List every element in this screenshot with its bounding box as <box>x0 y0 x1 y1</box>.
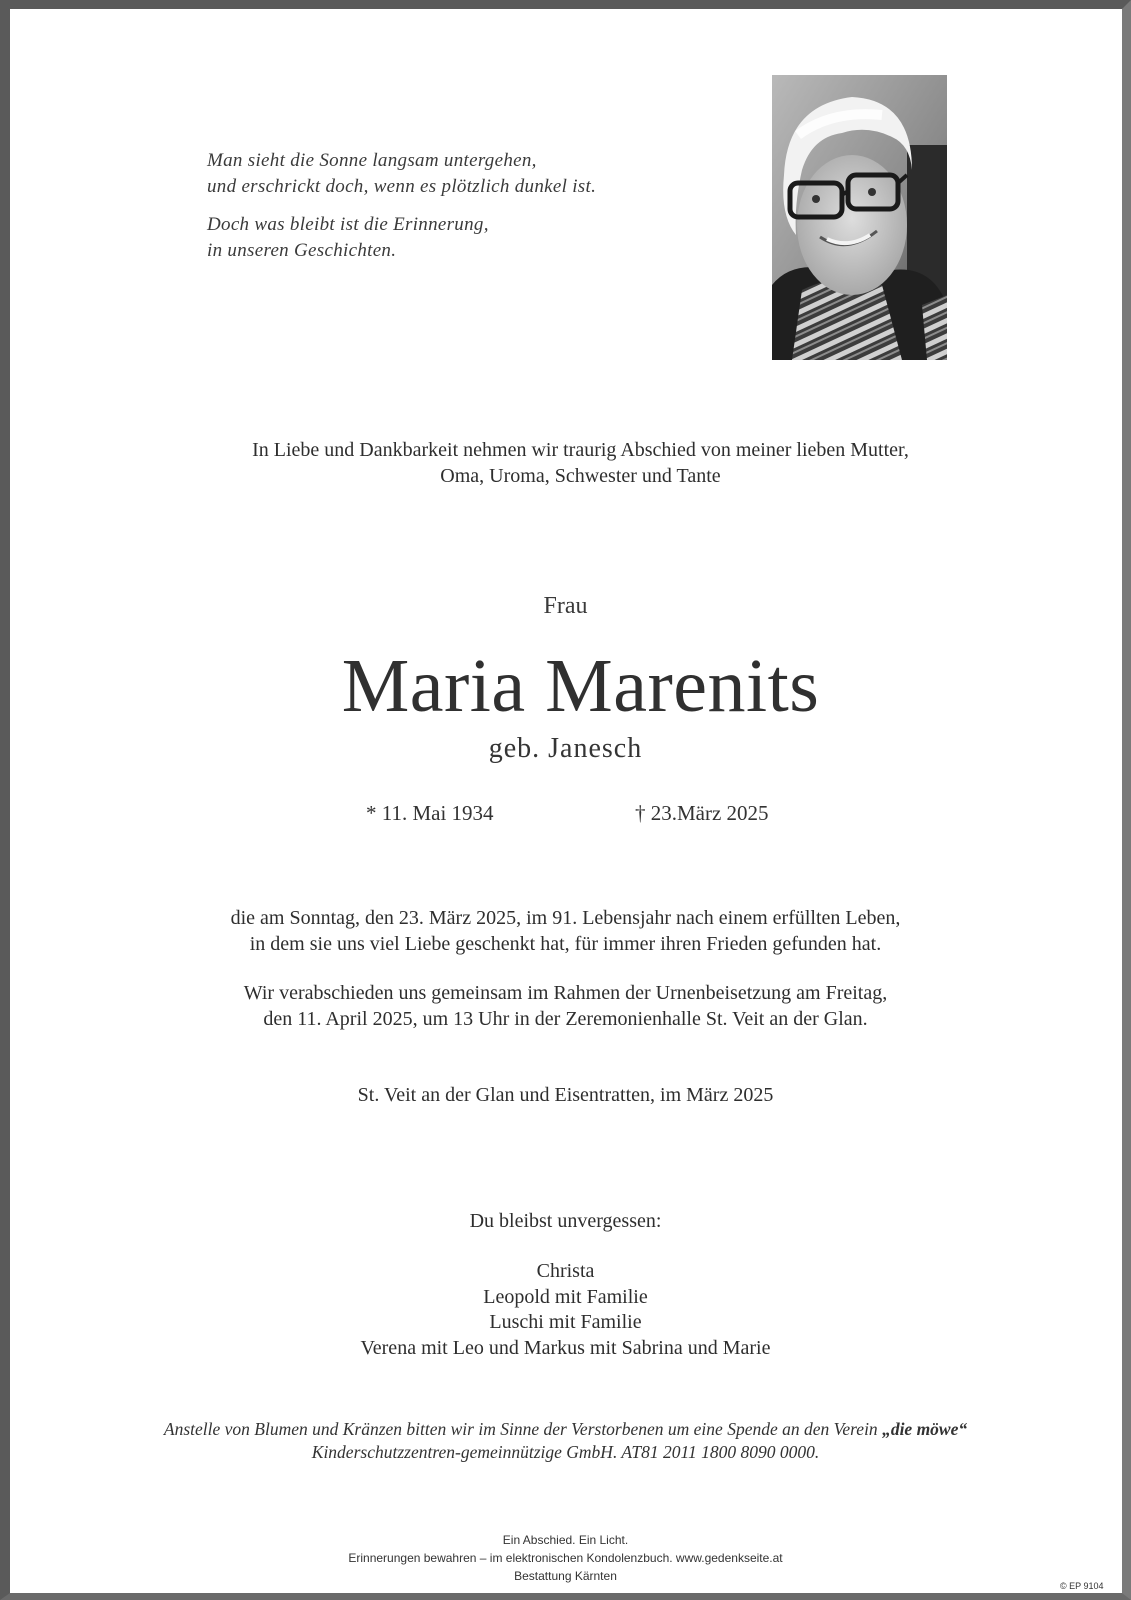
poem-quote <box>207 148 596 264</box>
donation-organization: „die möwe“ <box>882 1419 968 1439</box>
mourner: Christa <box>536 1260 595 1282</box>
ceremony-paragraph <box>0 980 1131 1032</box>
quote-line: Man sieht die Sonne langsam untergehen, <box>207 150 537 171</box>
intro-line: Oma, Uroma, Schwester und Tante <box>440 465 721 487</box>
intro-text <box>0 437 1131 489</box>
footer <box>0 1531 1131 1585</box>
donation-account: Kinderschutzzentren-gemeinnützige GmbH. AT81 2011 1800 8090 0000. <box>311 1442 820 1462</box>
quote-line: Doch was bleibt ist die Erinnerung, <box>207 214 489 235</box>
salutation: Frau <box>543 593 588 619</box>
paragraph-line: in dem sie uns viel Liebe geschenkt hat, für immer ihren Frieden gefunden hat. <box>249 933 882 955</box>
footer-company: Bestattung Kärnten <box>514 1569 617 1583</box>
document-code: © EP 9104 <box>1060 1581 1104 1591</box>
deceased-name: Maria Marenits <box>341 644 820 728</box>
mourner: Leopold mit Familie <box>483 1285 648 1308</box>
mourners-list <box>0 1259 1131 1361</box>
paragraph-line: den 11. April 2025, um 13 Uhr in der Zeremonienhalle St. Veit an der Glan. <box>263 1008 868 1030</box>
donation-note <box>0 1418 1131 1464</box>
mourner: Luschi mit Familie <box>489 1311 642 1333</box>
birth-name: geb. Janesch <box>488 733 643 764</box>
donation-text: Anstelle von Blumen und Kränzen bitten wir im Sinne der Verstorbenen um eine Spende an den Verein <box>163 1419 883 1439</box>
footer-slogan: Ein Abschied. Ein Licht. <box>502 1533 629 1547</box>
birth-date: * 11. Mai 1934 <box>366 801 494 825</box>
mourner: Verena mit Leo und Markus mit Sabrina und Marie <box>360 1336 771 1359</box>
footer-condolence: Erinnerungen bewahren – im elektronischen Kondolenzbuch. www.gedenkseite.at <box>348 1551 783 1565</box>
remembrance-line: Du bleibst unvergessen: <box>469 1210 662 1232</box>
paragraph-line: Wir verabschieden uns gemeinsam im Rahmen der Urnenbeisetzung am Freitag, <box>243 982 888 1004</box>
quote-line: und erschrickt doch, wenn es plötzlich dunkel ist. <box>207 176 597 197</box>
passing-paragraph <box>0 905 1131 957</box>
intro-line: In Liebe und Dankbarkeit nehmen wir traurig Abschied von meiner lieben Mutter, <box>252 439 909 461</box>
death-date: † 23.März 2025 <box>635 801 769 825</box>
quote-line: in unseren Geschichten. <box>207 240 397 261</box>
paragraph-line: die am Sonntag, den 23. März 2025, im 91. Lebensjahr nach einem erfüllten Leben, <box>230 907 901 929</box>
place-date: St. Veit an der Glan und Eisentratten, im März 2025 <box>357 1084 774 1106</box>
portrait-photo <box>772 75 947 360</box>
